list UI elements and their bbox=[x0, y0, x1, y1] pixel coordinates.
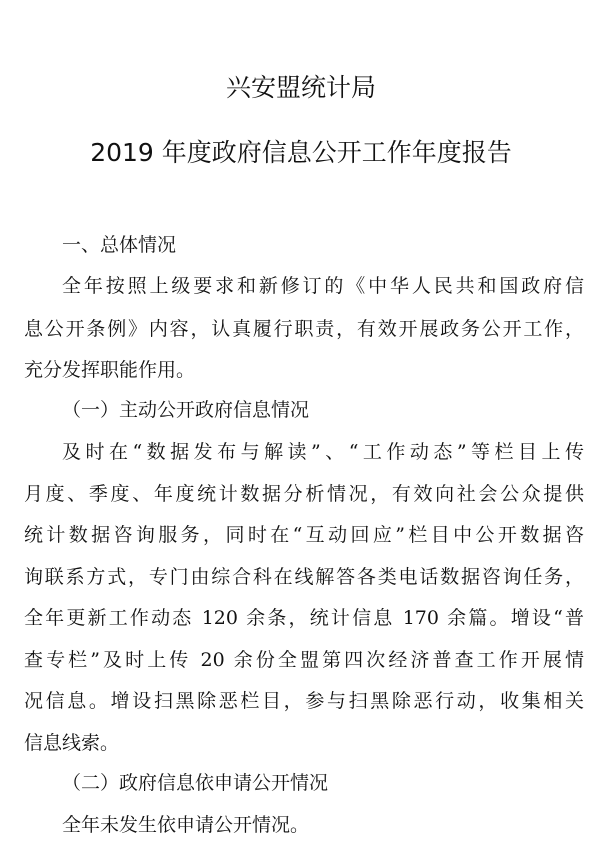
subsection-heading-on-request: （二）政府信息依申请公开情况 bbox=[62, 772, 329, 794]
paragraph-line: 充分发挥职能作用。 bbox=[24, 359, 196, 381]
paragraph-line: 全年按照上级要求和新修订的《中华人民共和国政府信 bbox=[62, 275, 584, 297]
paragraph-line: 月度、季度、年度统计数据分析情况，有效向社会公众提供 bbox=[24, 483, 584, 505]
paragraph-line: 统计数据咨询服务，同时在“互动回应”栏目中公开数据咨 bbox=[24, 524, 584, 546]
paragraph-line: 息公开条例》内容，认真履行职责，有效开展政务公开工作， bbox=[24, 318, 584, 340]
paragraph-line: 查专栏”及时上传 20 余份全盟第四次经济普查工作开展情 bbox=[24, 649, 584, 671]
section-heading-overview: 一、总体情况 bbox=[62, 234, 177, 256]
paragraph-line: 信息线索。 bbox=[24, 732, 120, 754]
paragraph-line: 全年更新工作动态 120 余条，统计信息 170 余篇。增设“普 bbox=[24, 607, 584, 629]
paragraph-line: 及时在“数据发布与解读”、“工作动态”等栏目上传 bbox=[62, 441, 584, 463]
paragraph-line: 况信息。增设扫黑除恶栏目，参与扫黑除恶行动，收集相关 bbox=[24, 690, 584, 712]
subsection-heading-proactive: （一）主动公开政府信息情况 bbox=[62, 399, 310, 421]
report-title: 2019 年度政府信息公开工作年度报告 bbox=[90, 138, 512, 167]
paragraph-line: 询联系方式，专门由综合科在线解答各类电话数据咨询任务， bbox=[24, 566, 584, 588]
agency-title: 兴安盟统计局 bbox=[225, 73, 376, 102]
paragraph-line: 全年未发生依申请公开情况。 bbox=[62, 814, 310, 836]
